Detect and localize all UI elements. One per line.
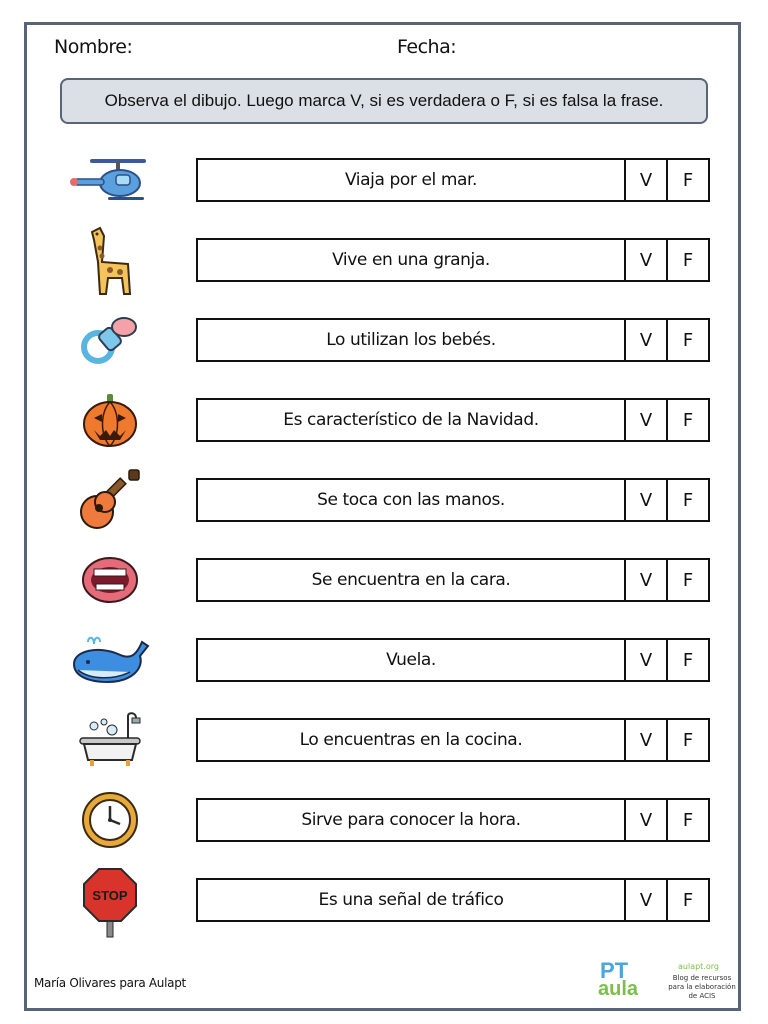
statement-box xyxy=(196,798,710,842)
statement-text: Es una señal de tráfico xyxy=(198,880,626,920)
logo-aula: aula xyxy=(598,978,639,1000)
question-row xyxy=(60,625,712,695)
author-credit: María Olivares para Aulapt xyxy=(34,976,186,990)
question-row xyxy=(60,145,712,215)
statement-text: Lo encuentras en la cocina. xyxy=(198,720,626,760)
statement-box xyxy=(196,158,710,202)
clock-icon xyxy=(60,785,160,855)
true-option[interactable]: V xyxy=(626,240,668,280)
statement-box xyxy=(196,478,710,522)
statement-text: Viaja por el mar. xyxy=(198,160,626,200)
statement-box xyxy=(196,878,710,922)
false-option[interactable]: F xyxy=(682,489,694,511)
instruction-box xyxy=(60,78,708,124)
true-option[interactable]: V xyxy=(626,160,668,200)
statement-box xyxy=(196,638,710,682)
mouth-icon xyxy=(60,545,160,615)
true-option[interactable]: V xyxy=(626,400,668,440)
question-row xyxy=(60,705,712,775)
stop-sign-text: STOP xyxy=(92,888,128,903)
question-row xyxy=(60,225,712,295)
date-label: Fecha: xyxy=(397,36,457,58)
statement-text: Es característico de la Navidad. xyxy=(198,400,626,440)
question-row xyxy=(60,545,712,615)
true-option[interactable]: V xyxy=(626,720,668,760)
statement-box xyxy=(196,718,710,762)
logo-pt: PT xyxy=(600,958,629,983)
statement-box xyxy=(196,318,710,362)
whale-icon xyxy=(60,625,160,695)
false-option[interactable]: F xyxy=(682,569,694,591)
bathtub-icon xyxy=(60,705,160,775)
question-row xyxy=(60,465,712,535)
statement-text: Se toca con las manos. xyxy=(198,480,626,520)
statement-box xyxy=(196,398,710,442)
false-option[interactable]: F xyxy=(682,889,694,911)
giraffe-icon xyxy=(60,225,160,295)
instruction-text: Observa el dibujo. Luego marca V, si es verdadera o F, si es falsa la frase. xyxy=(104,91,664,110)
false-option[interactable]: F xyxy=(682,729,694,751)
false-option[interactable]: F xyxy=(682,169,694,191)
statement-box xyxy=(196,238,710,282)
statement-text: Vive en una granja. xyxy=(198,240,626,280)
logo-tagline: Blog de recursos para la elaboración de ACIS xyxy=(668,974,736,1000)
true-option[interactable]: V xyxy=(626,320,668,360)
statement-text: Lo utilizan los bebés. xyxy=(198,320,626,360)
helicopter-icon xyxy=(60,145,160,215)
aulapt-logo xyxy=(596,958,742,1006)
logo-site: aulapt.org xyxy=(678,962,719,971)
statement-text: Sirve para conocer la hora. xyxy=(198,800,626,840)
name-label: Nombre: xyxy=(54,36,133,58)
false-option[interactable]: F xyxy=(682,649,694,671)
question-row xyxy=(60,385,712,455)
question-row xyxy=(60,305,712,375)
question-row xyxy=(60,865,712,935)
true-option[interactable]: V xyxy=(626,880,668,920)
false-option[interactable]: F xyxy=(682,329,694,351)
statement-text: Vuela. xyxy=(198,640,626,680)
pacifier-icon xyxy=(60,305,160,375)
true-option[interactable]: V xyxy=(626,480,668,520)
false-option[interactable]: F xyxy=(682,249,694,271)
pumpkin-icon xyxy=(60,385,160,455)
statement-text: Se encuentra en la cara. xyxy=(198,560,626,600)
stop-sign-icon xyxy=(60,865,160,941)
true-option[interactable]: V xyxy=(626,560,668,600)
question-row xyxy=(60,785,712,855)
false-option[interactable]: F xyxy=(682,409,694,431)
true-option[interactable]: V xyxy=(626,800,668,840)
false-option[interactable]: F xyxy=(682,809,694,831)
guitar-icon xyxy=(60,465,160,535)
true-option[interactable]: V xyxy=(626,640,668,680)
statement-box xyxy=(196,558,710,602)
